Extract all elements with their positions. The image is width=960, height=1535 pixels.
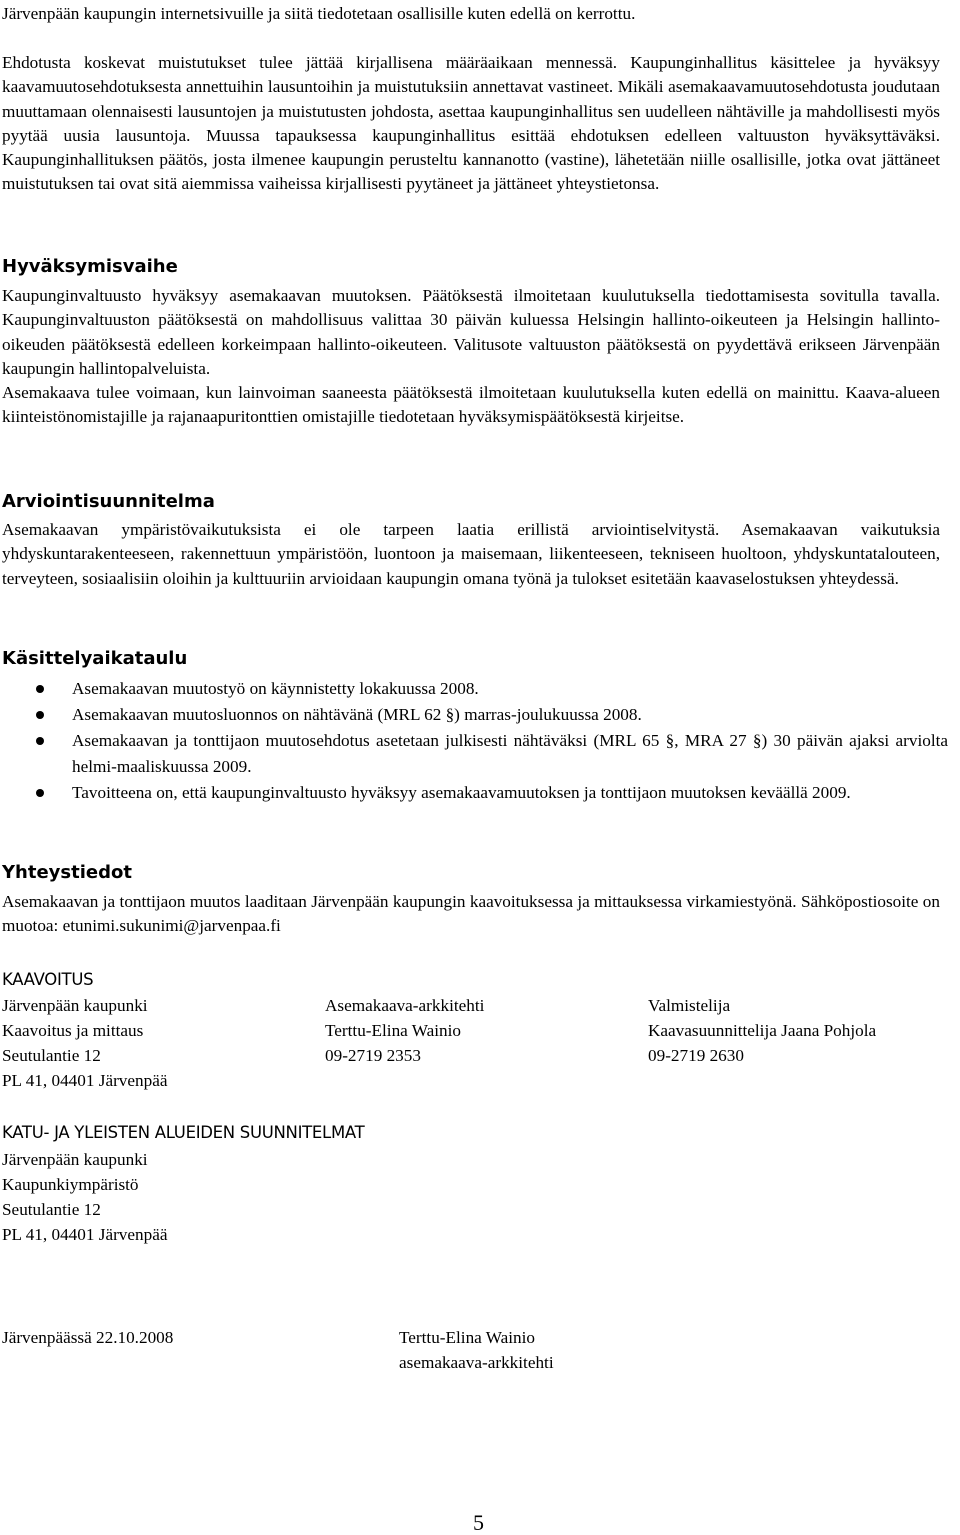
- list-item: [0, 702, 948, 728]
- address-line: Järvenpään kaupunki: [2, 996, 148, 1015]
- preparer-column: [648, 993, 876, 1068]
- architect-name: Terttu-Elina Wainio: [325, 1021, 461, 1040]
- schedule-item-text: Asemakaavan muutosluonnos on nähtävänä (MRL 62 §) marras-joulukuussa 2008.: [72, 705, 642, 724]
- list-item: [0, 676, 948, 702]
- signature-block: [399, 1325, 554, 1375]
- page-number: 5: [473, 1510, 484, 1535]
- preparer-name: Kaavasuunnittelija Jaana Pohjola: [648, 1021, 877, 1040]
- signature-place-date: Järvenpäässä 22.10.2008: [2, 1328, 174, 1347]
- address-line: PL 41, 04401 Järvenpää: [2, 1071, 168, 1090]
- approval-paragraph-2: Asemakaava tulee voimaan, kun lainvoiman saaneesta päätöksestä ilmoitetaan kuulutuksella kuten edellä on mainittu. Kaava-alueen kiinteistönomistajille ja rajanaapuritonttien omistajille tiedotetaan hyväksymispäätöksestä kirjeitse.: [2, 383, 940, 427]
- architect-phone: 09-2719 2353: [325, 1046, 421, 1065]
- intro-line: Järvenpään kaupungin internetsivuille ja siitä tiedotetaan osallisille kuten edellä on kerrottu.: [2, 4, 636, 23]
- kaavoitus-title: KAAVOITUS: [2, 970, 94, 989]
- address-line: Kaavoitus ja mittaus: [2, 1021, 144, 1040]
- bullet-icon: [36, 737, 44, 745]
- address-line: PL 41, 04401 Järvenpää: [2, 1225, 168, 1244]
- preparer-phone: 09-2719 2630: [648, 1046, 744, 1065]
- list-item: [0, 728, 948, 780]
- schedule-heading: Käsittelyaikataulu: [2, 648, 188, 669]
- architect-role: Asemakaava-arkkitehti: [325, 996, 485, 1015]
- schedule-list: [0, 676, 950, 806]
- architect-column: [325, 993, 484, 1068]
- bullet-icon: [36, 711, 44, 719]
- schedule-item-text: Tavoitteena on, että kaupunginvaltuusto hyväksyy asemakaavamuutoksen ja tonttijaon muutoksen keväällä 2009.: [72, 783, 851, 802]
- list-item: [0, 780, 948, 806]
- street-address-column: [2, 1147, 167, 1247]
- preparer-role: Valmistelija: [648, 996, 731, 1015]
- address-line: Järvenpään kaupunki: [2, 1150, 148, 1169]
- assessment-paragraph: Asemakaavan ympäristövaikutuksista ei ole tarpeen laatia erillistä arviointiselvitystä. Asemakaavan vaikutuksia yhdyskuntarakenteeseen, rakennettuun ympäristöön, luontoon ja maisemaan, liikenteeseen, tekniseen huoltoon, yhdyskuntatalouteen, terveyteen, sosiaalisiin oloihin ja kulttuuriin arvioidaan kaupungin omana työnä ja tulokset esitetään kaavaselostuksen yhteydessä.: [2, 520, 940, 588]
- street-title: KATU- JA YLEISTEN ALUEIDEN SUUNNITELMAT: [2, 1123, 365, 1142]
- schedule-item-text: Asemakaavan muutostyö on käynnistetty lokakuussa 2008.: [72, 679, 479, 698]
- schedule-item-text: Asemakaavan ja tonttijaon muutosehdotus asetetaan julkisesti nähtäväksi (MRL 65 §, MRA 27 §) 30 päivän ajaksi arviolta helmi-maaliskuussa 2009.: [72, 731, 948, 776]
- signature-name: Terttu-Elina Wainio: [399, 1328, 535, 1347]
- contact-heading: Yhteystiedot: [2, 862, 132, 883]
- bullet-icon: [36, 685, 44, 693]
- approval-heading: Hyväksymisvaihe: [2, 256, 178, 277]
- signature-title: asemakaava-arkkitehti: [399, 1353, 554, 1372]
- address-line: Seutulantie 12: [2, 1200, 101, 1219]
- address-line: Seutulantie 12: [2, 1046, 101, 1065]
- comments-paragraph: Ehdotusta koskevat muistutukset tulee jättää kirjallisena määräaikaan mennessä. Kaupunginhallitus käsittelee ja hyväksyy kaavamuutosehdotuksesta annettuihin lausuntoihin ja muistutuksiin annettavat vastineet. Mikäli asemakaavamuutosehdotusta joudutaan muuttamaan olennaisesti lausuntojen ja muistutusten johdosta, asettaa kaupunginhallitus sen uudelleen nähtäville ja mahdollisesti myös pyytää uusia lausuntoja. Muussa tapauksessa kaupunginhallitus esittää ehdotuksen edelleen valtuuston hyväksyttäväksi. Kaupunginhallituksen päätös, josta ilmenee kaupungin perusteltu kannanotto (vastine), lähetetään niille osallisille, jotka ovat jättäneet muistutuksen tai ovat sitä aiemmissa vaiheissa kirjallisesti pyytäneet ja jättäneet yhteystietonsa.: [2, 53, 940, 194]
- approval-paragraph-1: Kaupunginvaltuusto hyväksyy asemakaavan muutoksen. Päätöksestä ilmoitetaan kuulutuksella tiedottamisesta sovitulla tavalla. Kaupunginvaltuuston päätöksestä on mahdollisuus valittaa 30 päivän kuluessa Helsingin hallinto-oikeuteen ja Helsingin hallinto-oikeuden päätöksestä edelleen korkeimpaan hallinto-oikeuteen. Valitusote valtuuston päätöksestä on pyydettävä erikseen Järvenpään kaupungin hallintopalveluista.: [2, 286, 940, 378]
- bullet-icon: [36, 789, 44, 797]
- contact-paragraph: Asemakaavan ja tonttijaon muutos laaditaan Järvenpään kaupungin kaavoituksessa ja mittauksessa virkamiestyönä. Sähköpostiosoite on muotoa: etunimi.sukunimi@jarvenpaa.fi: [2, 892, 940, 936]
- address-line: Kaupunkiympäristö: [2, 1175, 139, 1194]
- kaavoitus-address-column: [2, 993, 167, 1093]
- assessment-heading: Arviointisuunnitelma: [2, 491, 215, 512]
